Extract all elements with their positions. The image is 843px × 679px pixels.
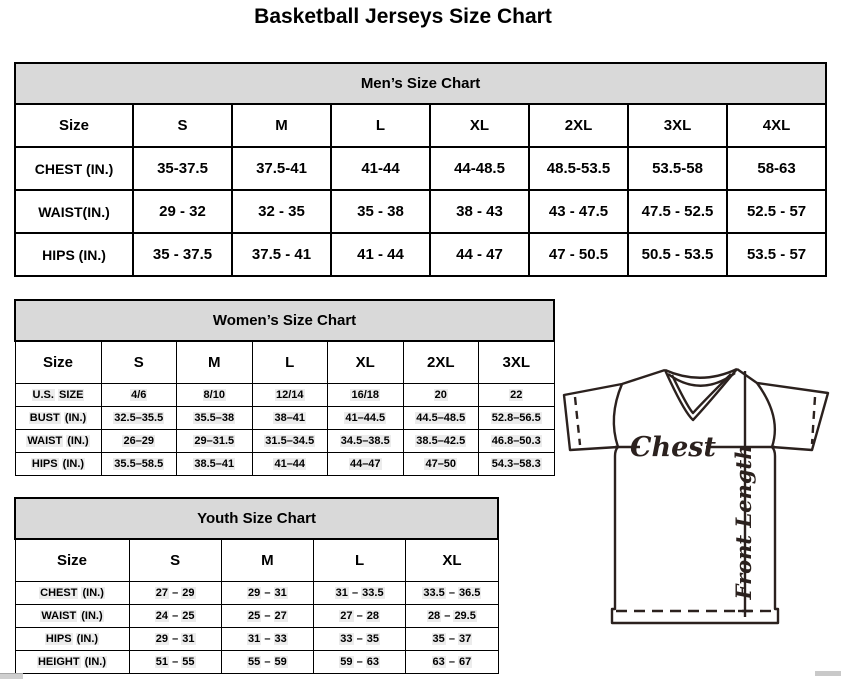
measurement-label-cell [15,627,129,650]
measurement-label-cell: HIPS (IN.) [15,233,133,276]
measurement-value-cell: 37.5 - 41 [232,233,331,276]
measurement-label-cell [15,452,101,475]
measurement-row [15,452,554,475]
highlighted-text: 44–47 [349,457,381,470]
highlighted-text: 29.5 [454,609,476,622]
highlighted-text: 31 [335,586,348,599]
measurement-label-cell [15,650,129,673]
highlighted-text: 35 [366,632,379,645]
highlighted-text: 41–44.5 [345,411,386,424]
measurement-value-cell [101,383,177,406]
youth-size-table-title: Youth Size Chart [15,498,498,539]
measurement-label-cell [15,429,101,452]
highlighted-text: 55 [182,655,195,668]
highlighted-text: (IN.) [84,655,106,668]
highlighted-text: 35.5–58.5 [114,457,164,470]
highlighted-text: 47–50 [425,457,457,470]
highlighted-text: BUST [29,411,60,424]
highlighted-text: 63 [366,655,379,668]
highlighted-text: 46.8–50.3 [491,434,541,447]
highlighted-text: HEIGHT [37,655,80,668]
size-header-cell: XL [328,341,404,383]
measurement-value-cell: 55 – 59 [221,650,313,673]
measurement-row [15,190,826,233]
measurement-label-cell [15,383,101,406]
measurement-value-cell: 29 – 31 [129,627,221,650]
size-header-cell: Size [15,341,101,383]
size-header-cell: S [133,104,232,147]
measurement-value-cell: 47 - 50.5 [529,233,628,276]
size-header-cell: Size [15,539,129,581]
highlighted-text: 33 [340,632,353,645]
measurement-value-cell: 50.5 - 53.5 [628,233,727,276]
measurement-row [15,406,554,429]
measurement-value-cell [479,429,555,452]
scrollbar-fragment-right[interactable] [815,671,841,676]
highlighted-text: 52.8–56.5 [491,411,541,424]
highlighted-text: 27 [340,609,353,622]
collar-back-arc-outer [665,369,737,378]
size-header-cell: 3XL [479,341,555,383]
measurement-value-cell: 32 - 35 [232,190,331,233]
highlighted-text: 25 [248,609,261,622]
highlighted-text: (IN.) [81,609,103,622]
measurement-value-cell: 48.5-53.5 [529,147,628,190]
measurement-value-cell [328,406,404,429]
measurement-value-cell: 51 – 55 [129,650,221,673]
highlighted-text: 24 [155,609,168,622]
measurement-value-cell: 41-44 [331,147,430,190]
highlighted-text: 29 [248,586,261,599]
highlighted-text: 37 [459,632,472,645]
jersey-outline [564,369,828,623]
highlighted-text: 31 [274,586,287,599]
highlighted-text: 38.5–41 [194,457,235,470]
measurement-row [15,383,554,406]
highlighted-text: 51 [155,655,168,668]
highlighted-text: U.S. [32,388,54,401]
measurement-value-cell: 27 – 29 [129,581,221,604]
size-header-cell: Size [15,104,133,147]
size-header-cell: M [232,104,331,147]
measurement-value-cell: 35-37.5 [133,147,232,190]
measurement-row [15,429,554,452]
highlighted-text: 25 [182,609,195,622]
measurement-row [15,604,498,627]
size-header-cell: 4XL [727,104,826,147]
left-armhole-seam [614,384,622,447]
youth-size-table [14,497,499,674]
measurement-label-cell [15,406,101,429]
size-header-cell: XL [430,104,529,147]
size-header-cell: 2XL [403,341,479,383]
highlighted-text: 63 [432,655,445,668]
highlighted-text: 16/18 [351,388,380,401]
measurement-value-cell: 63 – 67 [406,650,498,673]
highlighted-text: 22 [510,388,523,401]
highlighted-text: 38–41 [274,411,306,424]
mens-size-table [14,62,827,277]
highlighted-text: 28 [427,609,441,622]
measurement-value-cell: 29 - 32 [133,190,232,233]
measurement-value-cell: 31 – 33.5 [314,581,406,604]
size-header-cell: L [314,539,406,581]
highlighted-text: CHEST [40,586,78,599]
measurement-value-cell [252,383,328,406]
highlighted-text: 31.5–34.5 [265,434,315,447]
measurement-value-cell [177,452,253,475]
size-header-cell: M [221,539,313,581]
highlighted-text: 33.5 [423,586,445,599]
measurement-value-cell [328,452,404,475]
measurement-value-cell: 53.5 - 57 [727,233,826,276]
womens-size-table-title: Women’s Size Chart [15,300,554,341]
measurement-value-cell: 31 – 33 [221,627,313,650]
highlighted-text: 59 [274,655,287,668]
measurement-value-cell: 38 - 43 [430,190,529,233]
measurement-value-cell: 41 - 44 [331,233,430,276]
highlighted-text: 54.3–58.3 [491,457,541,470]
measurement-value-cell: 44 - 47 [430,233,529,276]
jersey-measurement-diagram [556,362,838,628]
measurement-value-cell [403,406,479,429]
measurement-value-cell: 35 - 38 [331,190,430,233]
highlighted-text: 29 [182,586,195,599]
measurement-value-cell: 37.5-41 [232,147,331,190]
measurement-value-cell: 24 – 25 [129,604,221,627]
size-header-cell: 3XL [628,104,727,147]
measurement-value-cell [328,383,404,406]
measurement-value-cell [252,452,328,475]
highlighted-text: 32.5–35.5 [114,411,164,424]
left-cuff-dashed-line [575,397,580,445]
measurement-label-cell: CHEST (IN.) [15,147,133,190]
measurement-value-cell: 43 - 47.5 [529,190,628,233]
highlighted-text: 33 [274,632,287,645]
size-header-cell: S [101,341,177,383]
highlighted-text: 26–29 [123,434,155,447]
measurement-value-cell: 27 – 28 [314,604,406,627]
highlighted-text: HIPS [45,632,72,645]
measurement-value-cell: 59 – 63 [314,650,406,673]
highlighted-text: (IN.) [82,586,104,599]
measurement-value-cell [479,452,555,475]
highlighted-text: 59 [340,655,353,668]
highlighted-text: 20 [434,388,447,401]
highlighted-text: WAIST [41,609,77,622]
measurement-label-cell [15,581,129,604]
measurement-value-cell: 35 - 37.5 [133,233,232,276]
measurement-value-cell [177,406,253,429]
measurement-value-cell [177,383,253,406]
highlighted-text: 28 [366,609,379,622]
measurement-value-cell: 33 – 35 [314,627,406,650]
measurement-value-cell [252,429,328,452]
size-header-cell: 2XL [529,104,628,147]
measurement-value-cell [328,429,404,452]
measurement-value-cell [101,429,177,452]
highlighted-text: 35.5–38 [194,411,235,424]
highlighted-text: 55 [248,655,261,668]
measurement-value-cell [479,406,555,429]
measurement-value-cell: 29 – 31 [221,581,313,604]
mens-size-table-title: Men’s Size Chart [15,63,826,104]
measurement-value-cell [403,429,479,452]
measurement-row [15,581,498,604]
highlighted-text: 44.5–48.5 [416,411,466,424]
highlighted-text: 38.5–42.5 [416,434,466,447]
size-header-cell: S [129,539,221,581]
highlighted-text: 4/6 [131,388,147,401]
highlighted-text: 41–44 [274,457,306,470]
highlighted-text: 31 [182,632,195,645]
measurement-label-cell: WAIST(IN.) [15,190,133,233]
highlighted-text: 29 [155,632,168,645]
measurement-label-cell [15,604,129,627]
highlighted-text: 29–31.5 [194,434,235,447]
measurement-value-cell: 33.5 – 36.5 [406,581,498,604]
measurement-row [15,650,498,673]
highlighted-text: (IN.) [67,434,89,447]
measurement-value-cell [101,406,177,429]
highlighted-text: 27 [155,586,168,599]
highlighted-text: 67 [459,655,472,668]
highlighted-text: SIZE [59,388,84,401]
measurement-value-cell [479,383,555,406]
highlighted-text: (IN.) [62,457,85,470]
measurement-value-cell: 28 – 29.5 [406,604,498,627]
highlighted-text: (IN.) [64,411,87,424]
highlighted-text: 8/10 [203,388,225,401]
measurement-value-cell: 25 – 27 [221,604,313,627]
highlighted-text: 27 [274,609,287,622]
measurement-value-cell: 52.5 - 57 [727,190,826,233]
front-length-label: Front Length [731,444,756,600]
highlighted-text: 36.5 [459,586,481,599]
measurement-value-cell: 44-48.5 [430,147,529,190]
measurement-value-cell [403,383,479,406]
highlighted-text: 12/14 [275,388,304,401]
measurement-value-cell: 35 – 37 [406,627,498,650]
right-armhole-seam [757,383,775,447]
measurement-value-cell: 58-63 [727,147,826,190]
measurement-row [15,147,826,190]
chest-label: Chest [630,432,716,463]
measurement-value-cell [177,429,253,452]
measurement-value-cell: 53.5-58 [628,147,727,190]
scrollbar-fragment-left[interactable] [0,673,23,679]
size-header-cell: L [331,104,430,147]
measurement-row [15,233,826,276]
highlighted-text: 34.5–38.5 [340,434,390,447]
size-header-cell: L [252,341,328,383]
measurement-row [15,627,498,650]
measurement-value-cell [101,452,177,475]
measurement-value-cell [252,406,328,429]
highlighted-text: 31 [248,632,261,645]
highlighted-text: (IN.) [76,632,99,645]
measurement-value-cell [403,452,479,475]
highlighted-text: HIPS [31,457,58,470]
womens-size-table [14,299,555,476]
highlighted-text: 33.5 [362,586,384,599]
highlighted-text: 35 [432,632,445,645]
size-header-cell: XL [406,539,498,581]
size-header-cell: M [177,341,253,383]
page-title: Basketball Jerseys Size Chart [254,5,552,28]
highlighted-text: WAIST [27,434,63,447]
measurement-value-cell: 47.5 - 52.5 [628,190,727,233]
